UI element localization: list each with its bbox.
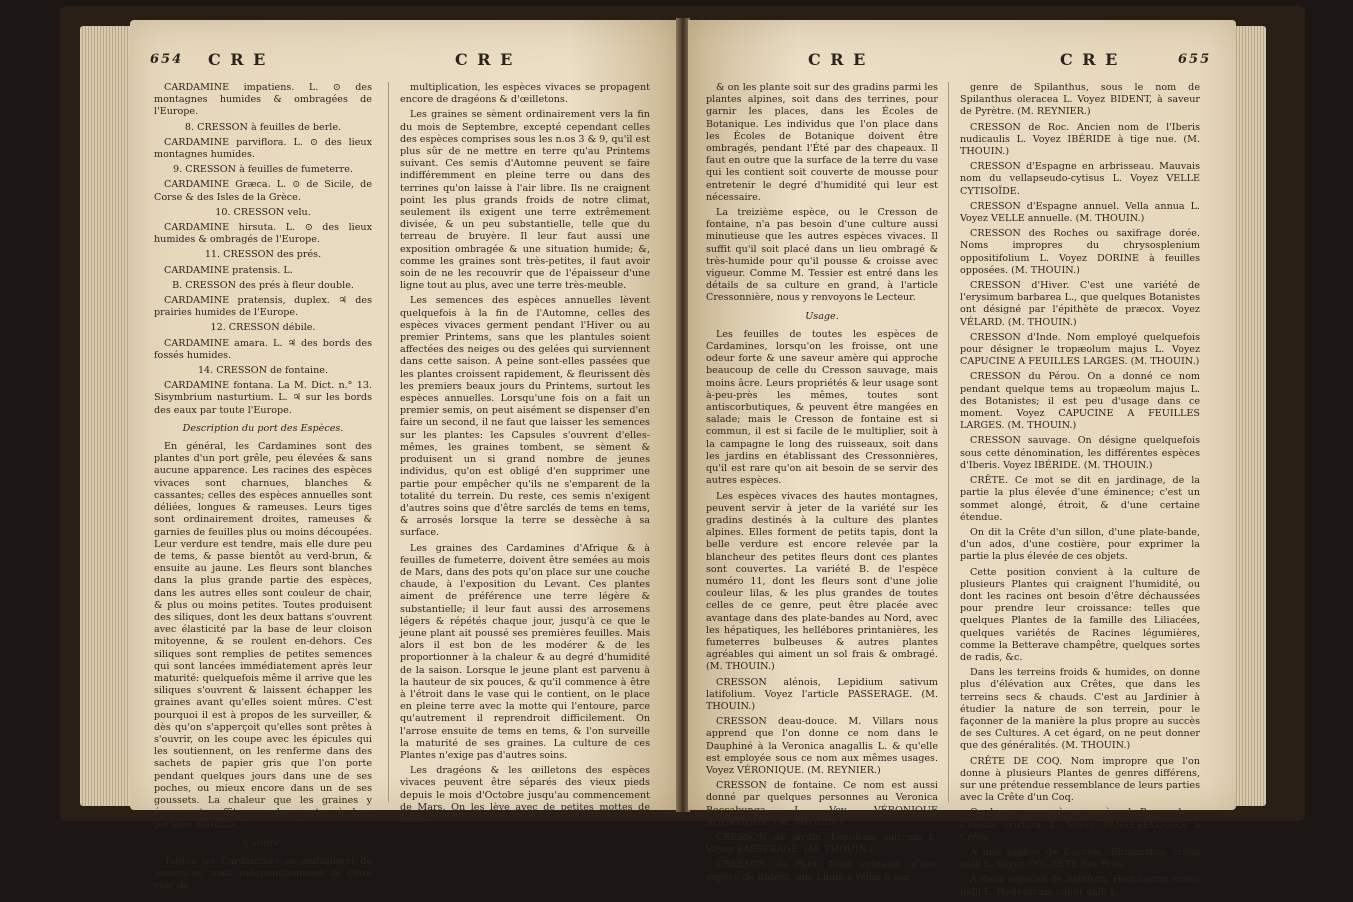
right-page-column-2: [960, 82, 1200, 902]
paragraph: CRESSON de jardin. Lepidium sativum L. Voyez PASSERAGE. (M. THOUIN.): [706, 831, 938, 856]
paragraph: CRÊTE DE COQ. Nom impropre que l'on donne à plusieurs Plantes de genres différens, sur une prétendue ressemblance de leurs parties avec la Crête d'un Coq.: [960, 755, 1200, 804]
right-page: [688, 20, 1236, 898]
paragraph: Cette position convient à la culture de plusieurs Plantes qui craignent l'humidité, ou dont les racines ont besoin d'être déchaussées pour prendre leur croissance: telles que quelques Plantes de la famille des Liliacées, quelques variétés de Racines légumières, comme la Betterave champêtre, quelques sortes de radis, &c.: [960, 566, 1200, 663]
paragraph: A deux espèces de Sainfoin. Hedysarum crista galli L. Hedysarum caput galli L.: [960, 874, 1200, 898]
paragraph: CARDAMINE fontana. La M. Dict. n.° 13. Sisymbrium nasturtium. L. ♃ sur les bords des eaux par toute l'Europe.: [154, 380, 372, 416]
left-page-edges: [80, 26, 130, 806]
paragraph: Dans les terreins froids & humides, on donne plus d'élévation aux Crêtes, que dans les terreins secs & chauds. C'est au Jardinier à étudier la nature de son terrein, pour le façonner de la manière la plus propre au succès de ses Cultures. A cet égard, on ne peut donner que des généralités. (M. THOUIN.): [960, 667, 1200, 752]
column-rule-left: [388, 82, 389, 802]
paragraph: CARDAMINE hirsuta. L. ⊙ des lieux humides & ombragés de l'Europe.: [154, 222, 372, 246]
paragraph: On dit la Crête d'un sillon, d'une plate-bande, d'un ados, d'une costière, pour exprimer la partie la plus élevée de ces objets.: [960, 526, 1200, 563]
right-page-column-1: [706, 82, 938, 887]
paragraph: 10. CRESSON velu.: [215, 206, 311, 218]
paragraph: Les semences des espèces annuelles lèvent quelquefois à la fin de l'Automne, celles des espèces vivaces germent pendant l'Hiver ou au premier Printems, sans que les plantules soient affectées des neiges ou des gelées qui surviennent dans cette saison. A peine sont-elles passées que les plantes croissent rapidement, & fleurissent dès les premiers beaux jours du Printems, surtout les espèces annuelles. Lorsqu'une fois on a fait un premier semis, on peut aisément se dispenser d'en faire un second, il ne faut que laisser les semences sur les plantes: les Capsules s'ouvrent d'elles-mêmes, les graines tombent, se sèment & produisent un si grand nombre de jeunes individus, qu'on est obligé d'en supprimer une partie pour empêcher qu'ils ne s'emparent de la totalité du terrein. Du reste, ces semis n'exigent d'autres soins que d'être sarclés de tems en tems, & arrosés lorsque la terre se dessèche à sa surface.: [400, 295, 650, 539]
paragraph: 12. CRESSON débile.: [210, 322, 316, 334]
paragraph: & on les plante soit sur des gradins parmi les plantes alpines, soit dans des terrines, pour garnir les places, dans les Écoles de Botanique. Les individus que l'on place dans les Écoles de Botanique doivent être ombragés, pendant l'Été par des chapeaux. Il faut en outre que la surface de la terre du vase qui les contient soit couverte de mousse pour entretenir le degré d'humidité qui leur est nécessaire.: [706, 82, 938, 203]
paragraph: CRESSON des Roches ou saxifrage dorée. Noms impropres du chrysosplenium oppositifolium L. Voyez DORINE à feuilles opposées. (M. THOUIN.): [960, 228, 1200, 276]
paragraph: CRESSON d'Inde. Nom employé quelquefois pour désigner le tropæolum majus L. Voyez CAPUCINE A FEUILLES LARGES. (M. THOUIN.): [960, 331, 1200, 368]
paragraph: Les feuilles de toutes les espèces de Cardamines, lorsqu'on les froisse, ont une odeur forte & une saveur amère qui approche beaucoup de celle du Cresson sauvage, mais moins âcre. Leurs propriétés & leur usage sont à-peu-près les mêmes, toutes sont antiscorbutiques, & peuvent être mangées en salade; mais le Cresson de fontaine est si commun, il est si facile de le multiplier, soit à la campagne le long des ruisseaux, soit dans les jardins en établissant des Cressonnières, qu'il est rare qu'on ait besoin de se servir des autres espèces.: [706, 328, 938, 487]
paragraph: CRÊTE. Ce mot se dit en jardinage, de la partie la plus élevée d'une éminence; c'est un sommet alongé, étroit, & d'une certaine étendue.: [960, 475, 1200, 523]
paragraph: CRESSON deau-douce. M. Villars nous apprend que l'on donne ce nom dans le Dauphiné à la Veronica anagallis L. & qu'elle est employée sous ce nom aux mêmes usages. Voyez VÉRONIQUE. (M. REYNIER.): [706, 716, 938, 776]
paragraph: La treizième espèce, ou le Cresson de fontaine, n'a pas besoin d'une culture aussi minutieuse que les autres espèces vivaces. Il suffit qu'il soit placé dans un lieu ombragé & très-humide pour qu'il pousse & croisse avec vigueur. Comme M. Tessier est entré dans les détails de sa culture en grand, à l'article Cressonnière, nous y renvoyons le Lecteur.: [706, 207, 938, 304]
paragraph: CRESSON d'Espagne annuel. Vella annua L. Voyez VELLE annuelle. (M. THOUIN.): [960, 200, 1200, 225]
column-rule-right: [948, 82, 949, 802]
page-number-right: 655: [1178, 52, 1212, 67]
paragraph: CRESSON alénois, Lepidium sativum latifolium. Voyez l'article PASSERAGE. (M. THOUIN.): [706, 676, 938, 712]
paragraph: CRESSON du Pérou. On a donné ce nom pendant quelque tems au tropæolum majus L. des Botanistes; il est peu d'usage dans ce moment. Voyez CAPUCINE A FEUILLES LARGES. (M. THOUIN.): [960, 371, 1200, 432]
running-head-right-center: C R E: [808, 50, 868, 69]
paragraph: Les graines se sèment ordinairement vers la fin du mois de Septembre, excepté cependant celles des espèces comprises sous les n.os 3 & 9, qu'il est plus sûr de ne mettre en terre qu'au Printems suivant. Ces semis d'Automne peuvent se faire indifféremment en pleine terre ou dans des terrines qu'on laisse à l'air libre. Ils ne craignent point les plus grands froids de notre climat, seulement ils exigent une terre extrêmement divisée, & un peu substantielle, telle que du terreau de bruyère. Il leur faut aussi une exposition ombragée & une situation humide; &, comme les graines sont très-petites, il faut avoir soin de ne les recouvrir que de l'épaisseur d'une ligne tout au plus, avec une terre très-meuble.: [400, 109, 650, 292]
paragraph: CARDAMINE amara. L. ♃ des bords des fossés humides.: [154, 337, 372, 361]
running-head-left: C R E: [208, 50, 268, 69]
paragraph: CRESSON d'Hiver. C'est une variété de l'erysimum barbarea L., que quelques Botanistes ont désigné par l'épithète de præcox. Voyez VÉLARD. (M. THOUIN.): [960, 280, 1200, 328]
paragraph: B. CRESSON des prés à fleur double.: [172, 279, 354, 291]
left-page: [130, 20, 678, 892]
paragraph: Les dragéons & les œilletons des espèces vivaces peuvent être séparés des vieux pieds depuis le mois d'Octobre jusqu'au commencement de Mars. On les lève avec de petites mottes de terre,: [400, 765, 650, 825]
paragraph: En général, les Cardamines sont des plantes d'un port grêle, peu élevées & sans aucune apparence. Les racines des espèces vivaces sont charnues, blanches & cassantes; celles des espèces annuelles sont déliées, longues & rameuses. Leurs tiges sont ordinairement droites, rameuses & garnies de feuilles plus ou moins découpées. Leur verdure est tendre, mais elle dure peu de tems, & passe bientôt au verd-brun, & ensuite au jaune. Les fleurs sont blanches dans la plus grande partie des espèces, dans les autres elles sont couleur de chair, & plus ou moins petites. Toutes produisent des siliques, dont les deux battans s'ouvrent avec élasticité par la base de leur cloison mitoyenne, & se roulent en-dehors. Ces siliques sont remplies de petites semences qui sont lancées immédiatement après leur maturité: quelquefois même il arrive que les siliques s'ouvrent & laissent échapper les graines avant qu'elles soient mûres. C'est pourquoi il est à propos de les surveiller, & dès qu'on s'apperçoit qu'elles sont prêtes à s'ouvrir, on les coupe avec les épicules qui les soutiennent, on les renferme dans des sachets de papier gris que l'on porte pendant quelques jours dans une de ses poches, ou mieux encore dans un de ses goussets. La chaleur que les graines y éprouvent suffit pour les porter à leur parfaite maturité.: [154, 441, 372, 831]
paragraph: CRESSON de Para. Nom vulgaire, d'une espèce de Bident, que Linné a réuni à son: [706, 859, 938, 883]
paragraph: 14. CRESSON de fontaine.: [197, 365, 329, 377]
page-number-left: 654: [150, 52, 184, 67]
paragraph: Les graines des Cardamines d'Afrique & à feuilles de fumeterre, doivent être semées au mois de Mars, dans des pots qu'on place sur une couche chaude, à l'exposition du Levant. Ces plantes aiment de préférence une terre légère & substantielle; il leur faut aussi des arrosemens légers & répétés chaque jour, jusqu'à ce que le jeune plant ait poussé ses premières feuilles. Mais alors il est bon de les modérer & de les proportionner à la chaleur & au degré d'humidité de la saison. Lorsque le jeune plant est parvenu à la hauteur de six pouces, & qu'il commence à être à l'étroit dans le vase qui le contient, on le place en pleine terre avec la motte qui l'entoure, parce qu'autrement il reprendroit difficilement. On l'arrose ensuite de tems en tems, & l'on surveille la maturité de ses graines. La culture de ces Plantes n'exige pas d'autres soins.: [400, 542, 650, 761]
paragraph: CARDAMINE pratensis, duplex. ♃ des prairies humides de l'Europe.: [154, 295, 372, 319]
paragraph: Usage.: [805, 310, 839, 322]
paragraph: genre de Spilanthus, sous le nom de Spilanthus oleracea L. Voyez BIDENT, à saveur de Pyrètre. (M. REYNIER.): [960, 82, 1200, 118]
paragraph: 11. CRESSON des prés.: [204, 249, 322, 261]
paragraph: 8. CRESSON à feuilles de berle.: [184, 121, 342, 133]
paragraph: On donne ce nom à une espèce de Passevelour, Celosia cristata L. Voyez PASSEVELOURS à Crête.: [960, 807, 1200, 843]
running-head-right: C R E: [1060, 50, 1120, 69]
paragraph: CRESSON sauvage. On désigne quelquefois sous cette dénomination, les différentes espèces d'Iberis. Voyez IBÉRIDE. (M. THOUIN.): [960, 435, 1200, 471]
paragraph: CARDAMINE parviflora. L. ⊙ des lieux montagnes humides.: [154, 136, 372, 161]
right-page-edges: [1236, 26, 1266, 806]
left-page-column-1: [154, 82, 372, 895]
running-head-left-center: C R E: [455, 50, 515, 69]
paragraph: 9. CRESSON à feuilles de fumeterre.: [173, 164, 353, 176]
paragraph: A une espèce de Cocrète. Rhinanthus crista galli L. Voyez COCRÈTE des Prés.: [960, 846, 1200, 871]
paragraph: Culture.: [243, 837, 283, 849]
paragraph: CARDAMINE impatiens. L. ⊙ des montagnes humides & ombragées de l'Europe.: [154, 82, 372, 118]
paragraph: multiplication, les espèces vivaces se propagent encore de dragéons & d'œilletons.: [400, 82, 650, 106]
paragraph: Les espèces vivaces des hautes montagnes, peuvent servir à jeter de la variété sur les gradins destinés à la culture des plantes alpines. Elles forment de petits tapis, dont la belle verdure est encore relevée par la blancheur des petites fleurs dont ces plantes sont couvertes. La variété B. de l'espèce numéro 11, dont les fleurs sont d'une jolie couleur lilas, & les plus grandes de toutes celles de ce genre, peut être placée avec avantage dans des plate-bandes au Nord, avec les hépatiques, les hellébores printanières, les fumeterres bulbeuses & autres plantes agréables qui aiment un sol frais & ombragé. (M. THOUIN.): [706, 490, 938, 673]
paragraph: CRESSON de fontaine. Ce nom est aussi donné par quelques personnes au Veronica Beccabunga. L. Voy. VÉRONIQUE AQUATIQUE. (M. THOUIN.): [706, 780, 938, 828]
paragraph: CRESSON de Roc. Ancien nom de l'Iberis nudicaulis L. Voyez IBÉRIDE à tige nue. (M. THOUIN.): [960, 121, 1200, 158]
paragraph: CARDAMINE Græca. L. ⊙ de Sicile, de Corse & des Isles de la Grèce.: [154, 179, 372, 203]
paragraph: Toutes les Cardamines se multiplient de semences, mais indépendamment de cette voie de: [154, 855, 372, 892]
paragraph: CRESSON d'Espagne en arbrisseau. Mauvais nom du vellapseudo-cytisus L. Voyez VELLE CYTISOÏDE.: [960, 161, 1200, 197]
paragraph: CARDAMINE pratensis. L.: [164, 264, 293, 276]
paragraph: Description du port des Espèces.: [182, 422, 344, 434]
left-page-column-2: [400, 82, 650, 829]
